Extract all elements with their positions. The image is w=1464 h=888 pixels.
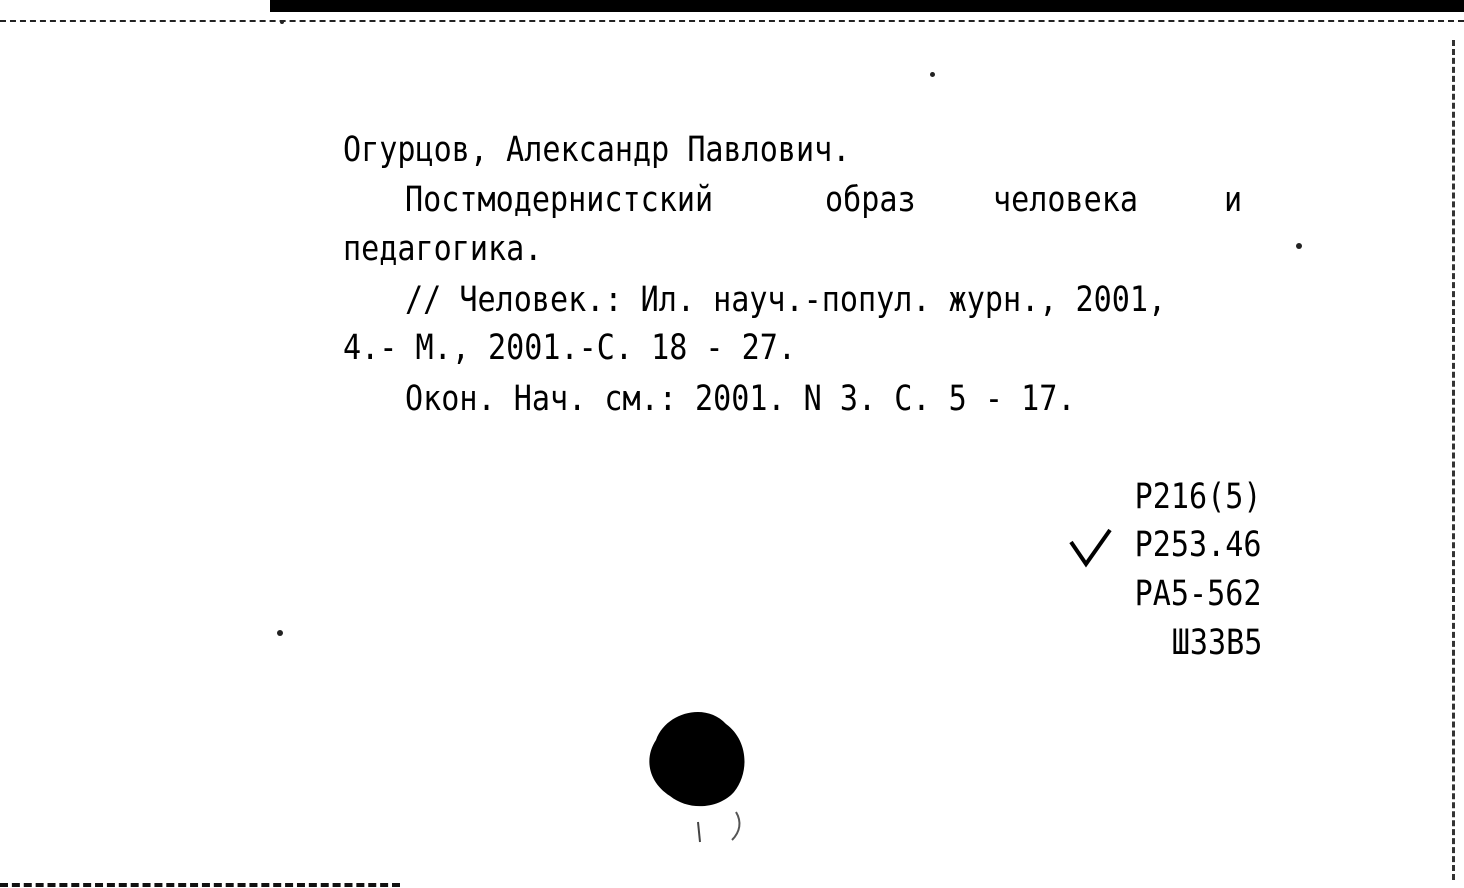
speck	[277, 630, 283, 636]
source-line-1: // Человек.: Ил. науч.-попул. журн., 2001,	[405, 280, 1167, 320]
source-line-2: 4.- М., 2001.-С. 18 - 27.	[343, 328, 797, 368]
class-code: PA5-562	[1135, 574, 1262, 614]
title-word: образ	[825, 180, 917, 220]
author-line: Огурцов, Александр Павлович.	[343, 130, 851, 170]
title-word: человека	[993, 180, 1139, 220]
class-code: P216(5)	[1135, 477, 1262, 517]
card-top-line	[0, 20, 1464, 22]
card-top-border	[270, 0, 1464, 12]
title-continuation: педагогика.	[343, 229, 543, 269]
speck	[930, 72, 935, 77]
title-line	[405, 180, 1245, 220]
speck	[280, 20, 284, 24]
speck	[1296, 243, 1302, 249]
card-bottom-edge	[0, 883, 400, 887]
checkmark-icon	[1068, 528, 1112, 568]
class-code: Ш33В5	[1171, 623, 1262, 663]
title-word: и	[1223, 180, 1243, 220]
note-line: Окон. Нач. см.: 2001. N 3. С. 5 - 17.	[405, 379, 1076, 419]
punch-hole	[636, 700, 756, 850]
card-right-edge	[1452, 40, 1455, 880]
title-word: Постмодернистский	[405, 180, 714, 220]
class-code: P253.46	[1135, 525, 1262, 565]
